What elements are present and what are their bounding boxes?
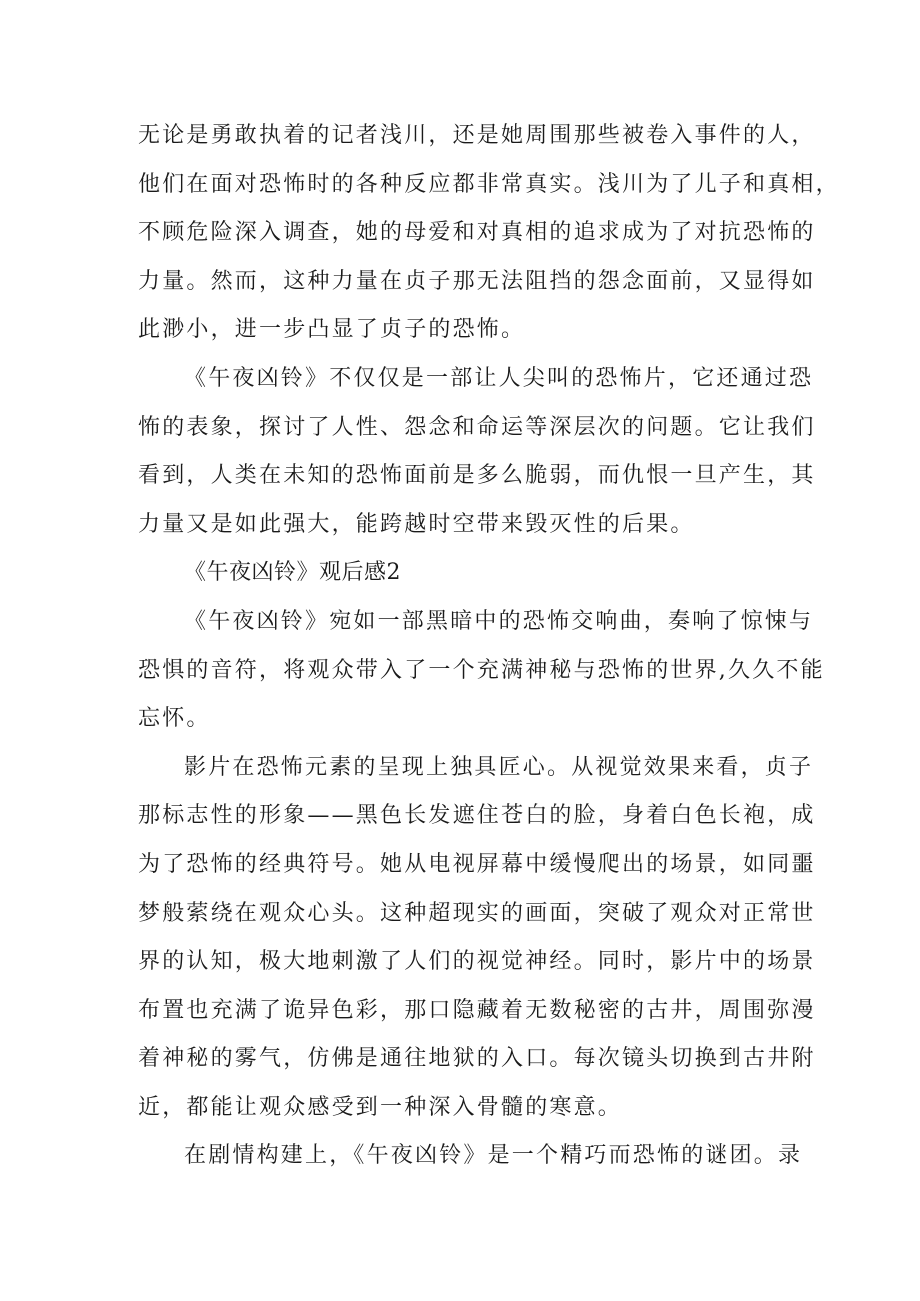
paragraph-line: 梦般萦绕在观众心头。这种超现实的画面，突破了观众对正常世 xyxy=(138,900,816,926)
paragraph-line: 界的认知，极大地刺激了人们的视觉神经。同时，影片中的场景 xyxy=(138,949,816,975)
paragraph-line: 布置也充满了诡异色彩，那口隐藏着无数秘密的古井，周围弥漫 xyxy=(138,997,816,1023)
paragraph-line: 不顾危险深入调查，她的母爱和对真相的追求成为了对抗恐怖的 xyxy=(138,220,816,246)
section-heading: 《午夜凶铃》观后感2 xyxy=(184,560,401,586)
paragraph-line: 忘怀。 xyxy=(138,706,211,732)
paragraph-line: 《午夜凶铃》宛如一部黑暗中的恐怖交响曲，奏响了惊悚与 xyxy=(184,608,814,634)
paragraph-line: 影片在恐怖元素的呈现上独具匠心。从视觉效果来看，贞子 xyxy=(184,754,814,780)
paragraph-line: 在剧情构建上，《午夜凶铃》是一个精巧而恐怖的谜团。录 xyxy=(184,1143,803,1169)
paragraph-line: 为了恐怖的经典符号。她从电视屏幕中缓慢爬出的场景，如同噩 xyxy=(138,851,816,877)
paragraph-line: 那标志性的形象——黑色长发遮住苍白的脸，身着白色长袍，成 xyxy=(138,803,816,829)
paragraph-line: 恐惧的音符，将观众带入了一个充满神秘与恐怖的世界,久久不能 xyxy=(138,657,825,683)
paragraph-line: 此渺小，进一步凸显了贞子的恐怖。 xyxy=(138,317,526,343)
paragraph-line: 无论是勇敢执着的记者浅川，还是她周围那些被卷入事件的人， xyxy=(138,123,816,148)
paragraph-line: 力量又是如此强大，能跨越时空带来毁灭性的后果。 xyxy=(138,511,695,537)
paragraph-line: 怖的表象，探讨了人性、怨念和命运等深层次的问题。它让我们 xyxy=(138,414,816,440)
paragraph-line: 《午夜凶铃》不仅仅是一部让人尖叫的恐怖片，它还通过恐 xyxy=(184,365,814,391)
document-page xyxy=(138,112,840,1181)
paragraph-line: 他们在面对恐怖时的各种反应都非常真实。浅川为了儿子和真相， xyxy=(138,171,840,197)
paragraph-line: 力量。然而，这种力量在贞子那无法阻挡的怨念面前，又显得如 xyxy=(138,268,816,294)
paragraph-line: 着神秘的雾气，仿佛是通往地狱的入口。每次镜头切换到古井附 xyxy=(138,1046,816,1072)
paragraph-line: 看到，人类在未知的恐怖面前是多么脆弱，而仇恨一旦产生，其 xyxy=(138,463,816,489)
paragraph-line: 近，都能让观众感受到一种深入骨髓的寒意。 xyxy=(138,1094,623,1120)
